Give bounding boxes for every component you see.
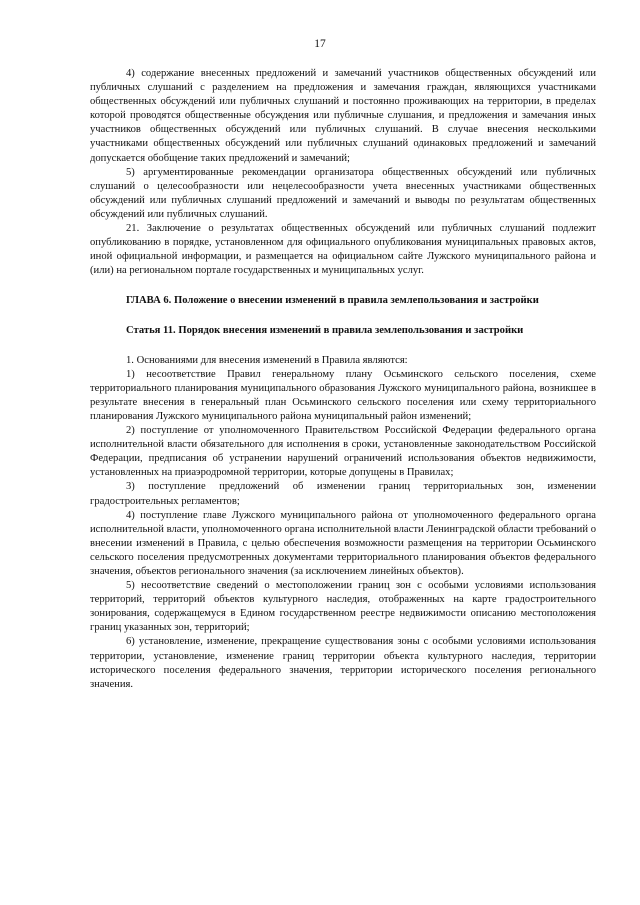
paragraph-clause-21: 21. Заключение о результатах общественных обсуждений или публичных слушаний подлежит опубликованию в порядке, установленном для официального опубликования муниципальных правовых актов, иной официальной информации, и размещается на официальном сайте Лужского муниципального района и (или) на региональном портале государственных и муниципальных услуг. [90,223,596,277]
paragraph-clause-1: 1. Основаниями для внесения изменений в Правила являются: [126,354,408,366]
paragraph-subitem-1: 1) несоответствие Правил генеральному плану Осьминского сельского поселения, схеме территориального планирования муниципального образования Лужского муниципального района, возникшее в результате внесения в генеральный план Осьминского сельского поселения или схему территориального планирования Лужского муниципального района муниципальный район изменений; [90,368,596,422]
page-content [90,67,596,692]
paragraph-subitem-5: 5) несоответствие сведений о местоположении границ зон с особыми условиями использования территорий, территорий объектов культурного наследия, отображенных на карте градостроительного зонирования, содержащемуся в Едином государственном реестре недвижимости описанию местоположения границ указанных зон, территорий; [90,580,596,634]
chapter-heading: ГЛАВА 6. Положение о внесении изменений в правила землепользования и застройки [126,295,539,307]
paragraph-subitem-2: 2) поступление от уполномоченного Правительством Российской Федерации федерального органа исполнительной власти обязательного для исполнения в сроки, установленные законодательством Российской Федерации, предписания об устранении нарушений ограничений использования объектов недвижимости, установленных на приаэродромной территории, которые допущены в Правилах; [90,425,596,479]
page-number: 17 [314,38,326,50]
paragraph-item-5: 5) аргументированные рекомендации организатора общественных обсуждений или публичных слушаний о целесообразности или нецелесообразности учета внесенных участниками общественных обсуждений или публичных слушаний предложений и замечаний и выводы по результатам общественных обсуждений или публичных слушаний. [90,166,596,220]
paragraph-item-4: 4) содержание внесенных предложений и замечаний участников общественных обсуждений или публичных слушаний с разделением на предложения и замечания граждан, являющихся участниками общественных обсуждений или публичных слушаний и постоянно проживающих на территории, в пределах которой проводятся общественные обсуждения или публичные слушания, и предложения и замечания иных участников общественных обсуждений или публичных слушаний. В случае внесения несколькими участниками общественных обсуждений или публичных слушаний одинаковых предложений и замечаний допускается обобщение таких предложений и замечаний; [90,68,596,164]
paragraph-subitem-3: 3) поступление предложений об изменении границ территориальных зон, изменении градостроительных регламентов; [90,481,596,507]
paragraph-subitem-4: 4) поступление главе Лужского муниципального района от уполномоченного федерального органа исполнительной власти, уполномоченного органа исполнительной власти Ленинградской области требований о внесении изменений в Правила, с целью обеспечения возможности размещения на территории Осьминского сельского поселения предусмотренных документами территориального планирования объектов федерального значения, объектов регионального значения (за исключением линейных объектов). [90,509,596,577]
paragraph-subitem-6: 6) установление, изменение, прекращение существования зоны с особыми условиями использования территории, установление, изменение границ территории объекта культурного наследия, территории исторического поселения федерального значения, территории исторического поселения регионального значения. [90,636,596,690]
article-heading: Статья 11. Порядок внесения изменений в правила землепользования и застройки [126,324,524,336]
